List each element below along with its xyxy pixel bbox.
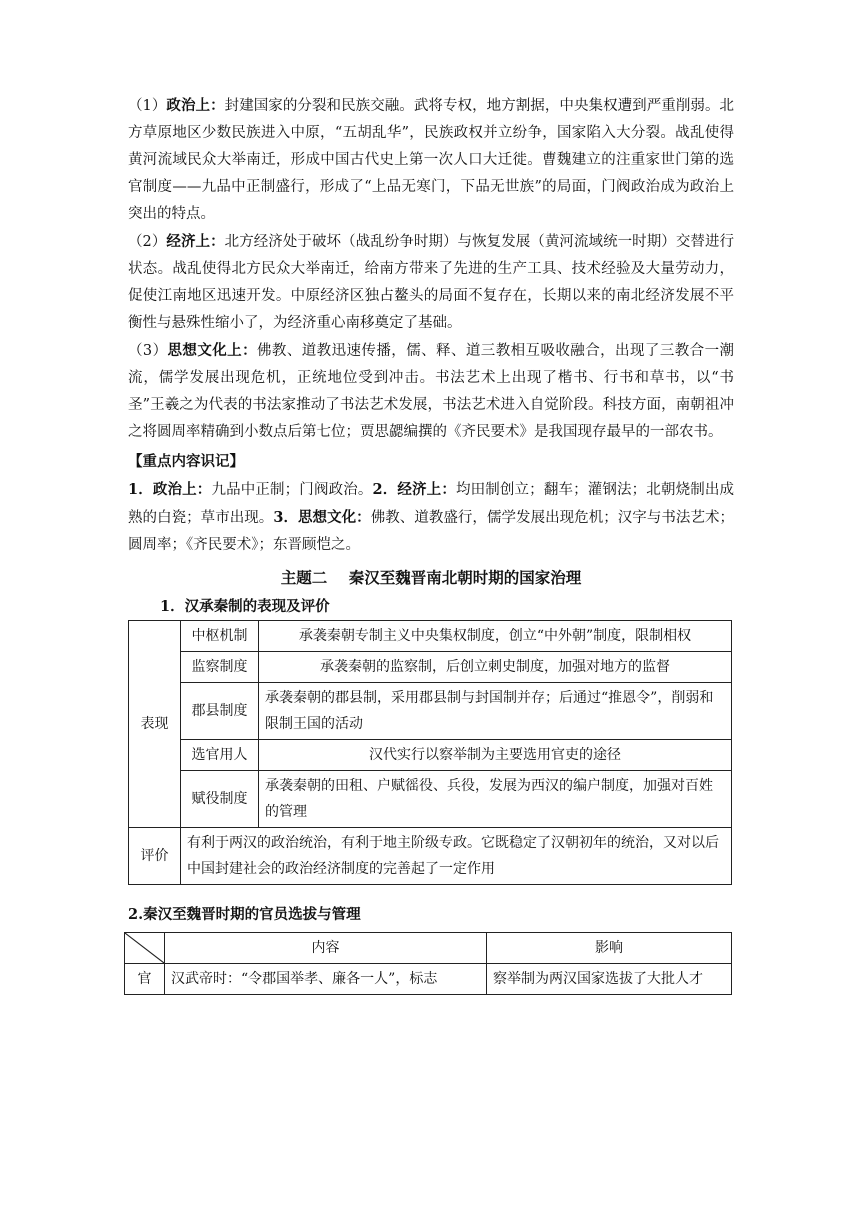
paragraph-heading: 经济上：	[166, 233, 225, 250]
paragraph-text: 封建国家的分裂和民族交融。武将专权，地方割据，中央集权遭到严重削弱。北方草原地区少数民族进入中原，“五胡乱华”，民族政权并立纷争，国家陷入大分裂。战乱使得黄河流域民众大举南迁，形成中国古代史上第一次人口大迁徙。曹魏建立的注重家世门第的选官制度——九品中正制盛行，形成了“上品无寒门，下品无世族”的局面，门阀政治成为政治上突出的特点。	[128, 98, 735, 222]
diagonal-line	[125, 933, 164, 963]
official-selection-table	[124, 932, 732, 995]
table-row	[129, 652, 732, 683]
row-content-cell: 承袭秦朝的监察制，后创立刺史制度，加强对地方的监督	[259, 652, 732, 683]
diagonal-header-cell	[125, 933, 165, 964]
column-header-content: 内容	[165, 933, 487, 964]
section1-title: 1．汉承秦制的表现及评价	[160, 598, 330, 615]
paragraph-heading: 政治上：	[166, 97, 225, 114]
row-content-cell: 承袭秦朝的田租、户赋徭役、兵役，发展为西汉的编户制度，加强对百姓的管理	[259, 771, 732, 828]
paragraph-number: （3）	[128, 343, 168, 359]
row-content-cell: 承袭秦朝的郡县制，采用郡县制与封国制并存；后通过“推恩令”，削弱和限制王国的活动	[259, 683, 732, 740]
han-system-table	[128, 620, 732, 885]
key-point-text: 九品中正制；门阀政治。	[211, 482, 373, 498]
row-content-cell: 汉代实行以察举制为主要选用官吏的途径	[259, 740, 732, 771]
group-label-cell: 表现	[129, 621, 181, 828]
key-point-label: 1．政治上：	[128, 481, 212, 498]
key-point-text: 佛教、道教盛行，儒学发展出现危机；汉字与书法艺术；圆周率；《齐民要术》；东晋顾恺之。	[128, 510, 735, 553]
key-point-label: 2．经济上：	[372, 481, 456, 498]
paragraph-economy	[128, 228, 734, 337]
column-header-effect: 影响	[487, 933, 732, 964]
eval-label-cell: 评价	[129, 828, 181, 885]
paragraph-culture	[128, 337, 734, 446]
theme-title: 主题二 秦汉至魏晋南北朝时期的国家治理	[280, 568, 582, 587]
row-name-cell: 郡县制度	[181, 683, 259, 740]
section2-title: 2.秦汉至魏晋时期的官员选拔与管理	[128, 906, 361, 923]
table-row	[129, 740, 732, 771]
key-point-label: 3．思想文化：	[273, 509, 371, 526]
row-name-cell: 监察制度	[181, 652, 259, 683]
paragraph-number: （1）	[128, 98, 167, 114]
table-row	[129, 621, 732, 652]
row-content-cell: 汉武帝时：“令郡国举孝、廉各一人”，标志	[165, 964, 487, 995]
key-points-list	[128, 476, 734, 559]
row-name-cell: 选官用人	[181, 740, 259, 771]
key-point-text: 均田制创立；翻车；灌钢法；北朝烧制出成熟的白瓷；草市出现。	[128, 482, 735, 526]
table-row	[129, 683, 732, 740]
key-points-heading: 【重点内容识记】	[128, 453, 244, 470]
paragraph-politics	[128, 92, 734, 228]
table-row	[125, 964, 732, 995]
row-name-cell: 中枢机制	[181, 621, 259, 652]
table-header-row	[125, 933, 732, 964]
paragraph-text: 北方经济处于破坏（战乱纷争时期）与恢复发展（黄河流域统一时期）交替进行状态。战乱使得北方民众大举南迁，给南方带来了先进的生产工具、技术经验及大量劳动力，促使江南地区迅速开发。中原经济区独占鳌头的局面不复存在，长期以来的南北经济发展不平衡性与悬殊性缩小了，为经济重心南移奠定了基础。	[128, 234, 735, 331]
table-row	[129, 771, 732, 828]
eval-text-cell: 有利于两汉的政治统治，有利于地主阶级专政。它既稳定了汉朝初年的统治，又对以后中国封建社会的政治经济制度的完善起了一定作用	[181, 828, 732, 885]
document-content	[128, 92, 734, 995]
row-name-cell: 赋役制度	[181, 771, 259, 828]
paragraph-number: （2）	[128, 234, 167, 250]
row-effect-cell: 察举制为两汉国家选拔了大批人才	[487, 964, 732, 995]
row-label-cell: 官	[125, 964, 165, 995]
paragraph-text: 佛教、道教迅速传播，儒、释、道三教相互吸收融合，出现了三教合一潮流，儒学发展出现危机，正统地位受到冲击。书法艺术上出现了楷书、行书和草书，以“书圣”王羲之为代表的书法家推动了书法艺术发展，书法艺术进入自觉阶段。科技方面，南朝祖冲之将圆周率精确到小数点后第七位；贾思勰编撰的《齐民要术》是我国现存最早的一部农书。	[128, 343, 734, 440]
row-content-cell: 承袭秦朝专制主义中央集权制度，创立“中外朝”制度，限制相权	[259, 621, 732, 652]
paragraph-heading: 思想文化上：	[167, 342, 257, 359]
table-row	[129, 828, 732, 885]
